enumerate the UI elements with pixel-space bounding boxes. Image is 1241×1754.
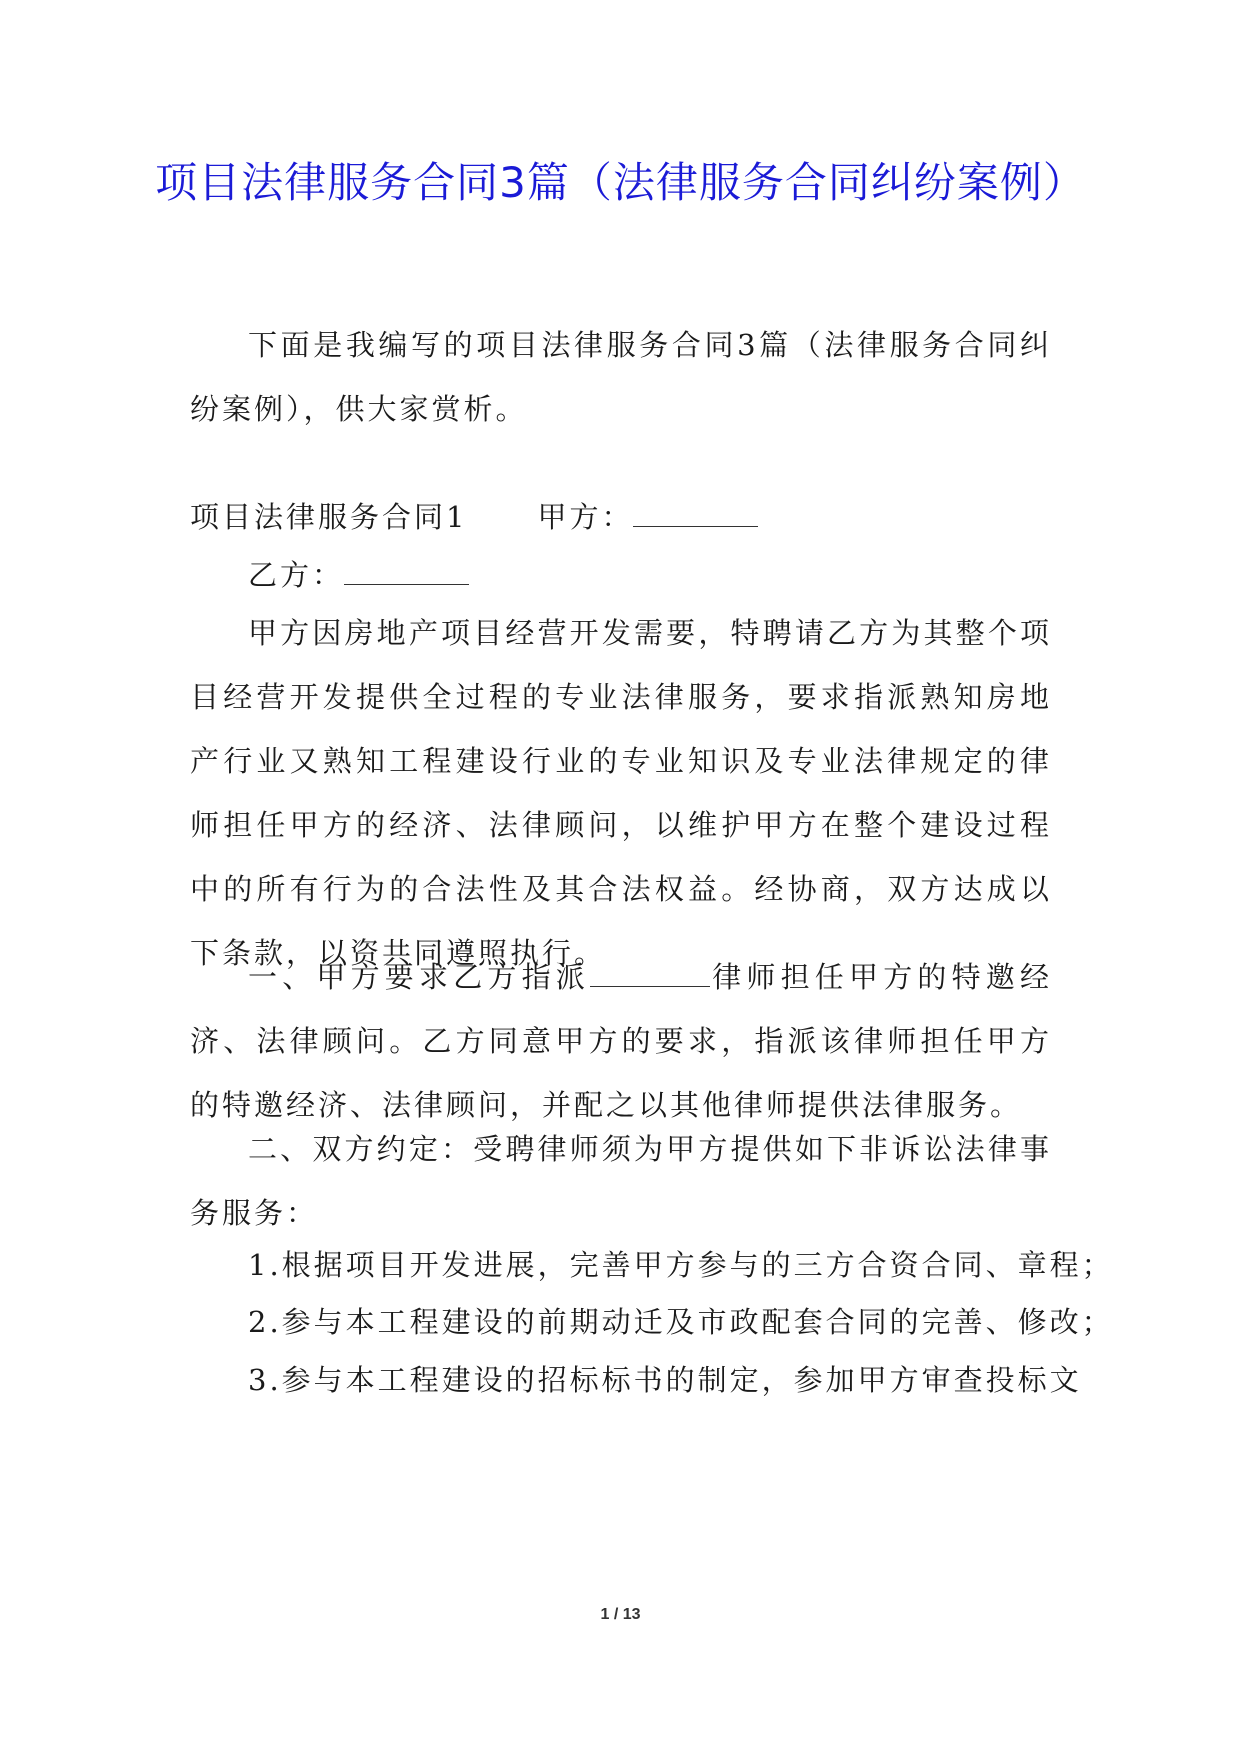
intro-paragraph: 下面是我编写的项目法律服务合同3篇（法律服务合同纠纷案例），供大家赏析。 bbox=[190, 328, 1052, 426]
clause-2-paragraph: 二、双方约定：受聘律师须为甲方提供如下非诉讼法律事务服务： bbox=[190, 1132, 1052, 1230]
clause-1-rest: 律师担任甲方的特邀经济、法律顾问。乙方同意甲方的要求，指派该律师担任甲方的特邀经济、法律顾问，并配之以其他律师提供法律服务。 bbox=[190, 960, 1052, 1122]
document-title: 项目法律服务合同3篇（法律服务合同纠纷案例） bbox=[155, 158, 1086, 207]
contract-heading-line bbox=[190, 485, 758, 549]
clause-1-start: 一、甲方要求乙方指派 bbox=[248, 960, 590, 994]
lawyer-name-blank bbox=[590, 964, 710, 987]
party-a-label: 甲方： bbox=[537, 500, 634, 534]
purpose-paragraph: 甲方因房地产项目经营开发需要，特聘请乙方为其整个项目经营开发提供全过程的专业法律服务，要求指派熟知房地产行业又熟知工程建设行业的专业知识及专业法律规定的律师担任甲方的经济、法律顾问，以维护甲方在整个建设过程中的所有行为的合法性及其合法权益。经协商，双方达成以下条款，以资共同遵照执行。 bbox=[190, 616, 1052, 970]
page-number: 1 / 13 bbox=[600, 1606, 641, 1623]
party-b-line bbox=[248, 543, 469, 607]
clause-1-paragraph bbox=[190, 945, 1052, 1137]
party-b-label: 乙方： bbox=[248, 558, 345, 592]
item-3: 3.参与本工程建设的招标标书的制定，参加甲方审查投标文 bbox=[248, 1363, 1082, 1397]
contract-heading: 项目法律服务合同1 bbox=[190, 500, 468, 534]
party-b-blank bbox=[344, 562, 469, 585]
party-a-blank bbox=[633, 504, 758, 527]
item-1: 1.根据项目开发进展，完善甲方参与的三方合资合同、章程； bbox=[248, 1248, 1114, 1282]
item-2: 2.参与本工程建设的前期动迁及市政配套合同的完善、修改； bbox=[248, 1305, 1114, 1339]
